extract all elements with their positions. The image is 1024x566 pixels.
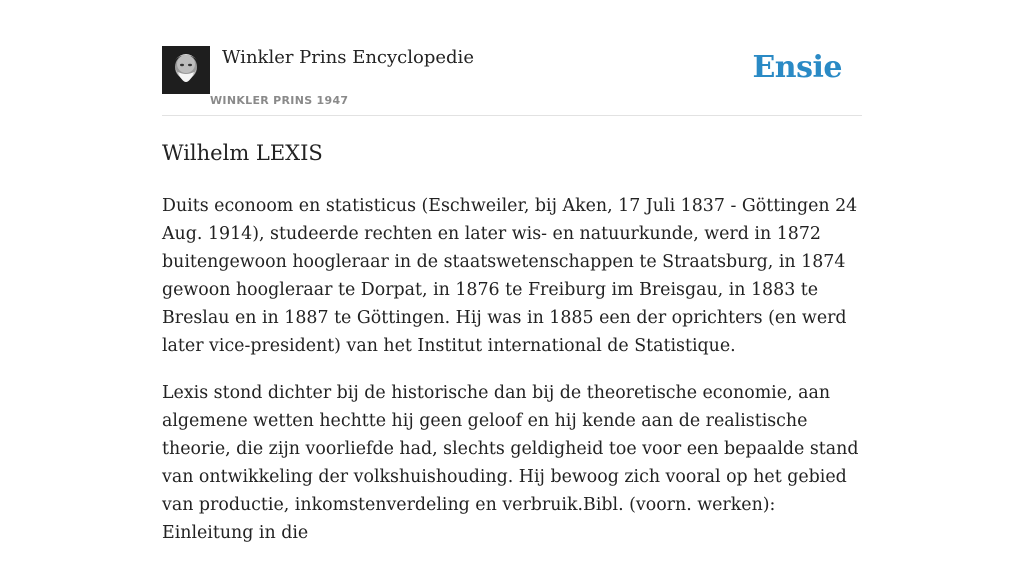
site-header bbox=[162, 46, 862, 116]
article-title: Wilhelm LEXIS bbox=[162, 141, 323, 165]
brand-logo[interactable]: Ensie bbox=[752, 50, 842, 85]
article-paragraph: Lexis stond dichter bij de historische dan bij de theoretische economie, aan algemene wetten hechtte hij geen geloof en hij kende aan de realistische theorie, die zijn voorliefde had, slechts geldigheid toe voor een bepaalde stand van ontwikkeling der volkshuishouding. Hij bewoog zich vooral op het gebied van productie, inkomstenverdeling en verbruik.Bibl. (voorn. werken): Einleitung in die bbox=[162, 383, 859, 543]
article-paragraph: Duits econoom en statisticus (Eschweiler, bij Aken, 17 Juli 1837 - Göttingen 24 Aug. 1914), studeerde rechten en later wis- en natuurkunde, werd in 1872 buitengewoon hoogleraar in de staatswetenschappen te Straatsburg, in 1874 gewoon hoogleraar te Dorpat, in 1876 te Freiburg im Breisgau, in 1883 te Breslau en in 1887 te Göttingen. Hij was in 1885 een der oprichters (en werd later vice-president) van het Institut international de Statistique. bbox=[162, 196, 858, 356]
bearded-man-portrait-icon[interactable] bbox=[162, 46, 210, 94]
article-body bbox=[162, 192, 862, 566]
site-subtitle[interactable]: WINKLER PRINS 1947 bbox=[210, 94, 349, 107]
site-name[interactable]: Winkler Prins Encyclopedie bbox=[222, 47, 474, 68]
